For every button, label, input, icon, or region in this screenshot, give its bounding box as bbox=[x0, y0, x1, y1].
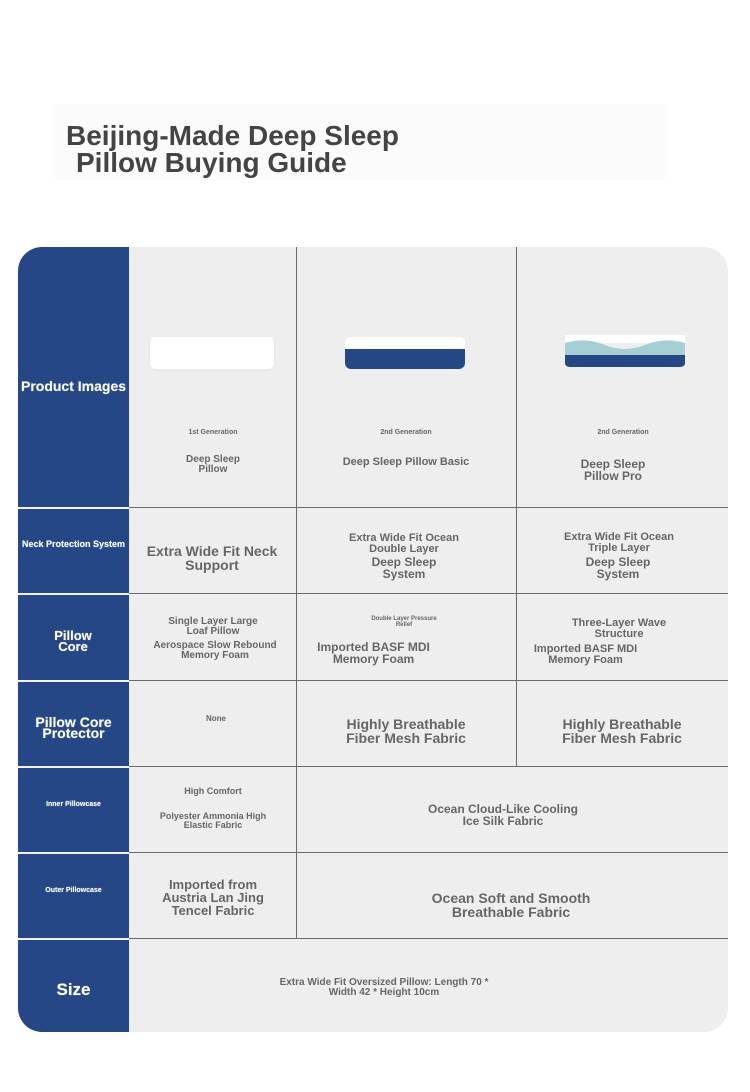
page-title-line-1: Beijing-Made Deep Sleep bbox=[66, 120, 399, 151]
product-3-generation: 2nd Generation bbox=[597, 429, 649, 436]
outer-col23: Ocean Soft and Smooth Breathable Fabric bbox=[431, 890, 591, 920]
comparison-table bbox=[18, 247, 728, 1032]
core-col1-bottom: Aerospace Slow Rebound Memory Foam bbox=[153, 640, 277, 661]
label-separator bbox=[18, 852, 129, 854]
core-col3-top: Three-Layer Wave Structure bbox=[571, 617, 667, 640]
row-label-product-images: Product Images bbox=[20, 378, 127, 394]
grid-line bbox=[129, 852, 728, 853]
label-separator bbox=[18, 938, 129, 940]
size-value: Extra Wide Fit Oversized Pillow: Length 70 * Width 42 * Height 10cm bbox=[279, 977, 489, 998]
grid-line bbox=[296, 247, 297, 938]
grid-line bbox=[129, 938, 728, 939]
row-label-size: Size bbox=[56, 980, 91, 999]
pillow-image-pro bbox=[565, 335, 685, 369]
grid-line bbox=[129, 766, 728, 767]
inner-col1-top: High Comfort bbox=[184, 786, 242, 796]
product-1-generation: 1st Generation bbox=[188, 429, 238, 436]
neck-col3-bottom: Deep Sleep System bbox=[585, 555, 651, 581]
protector-col1: None bbox=[206, 714, 226, 723]
row-label-inner-pillowcase: Inner Pillowcase bbox=[46, 801, 101, 808]
outer-col1: Imported from Austria Lan Jing Tencel Fabric bbox=[162, 877, 264, 918]
product-1-name: Deep Sleep Pillow bbox=[186, 454, 240, 475]
core-col2-bottom: Imported BASF MDI Memory Foam bbox=[317, 640, 430, 666]
pillow-image-basic bbox=[345, 337, 465, 369]
protector-col2: Highly Breathable Fiber Mesh Fabric bbox=[346, 716, 466, 746]
grid-line bbox=[516, 247, 517, 766]
inner-col23: Ocean Cloud-Like Cooling Ice Silk Fabric bbox=[427, 802, 578, 828]
neck-col3-top: Extra Wide Fit Ocean Triple Layer bbox=[564, 531, 674, 554]
core-col1-top: Single Layer Large Loaf Pillow bbox=[168, 616, 258, 637]
protector-col3: Highly Breathable Fiber Mesh Fabric bbox=[562, 716, 682, 746]
product-2-name: Deep Sleep Pillow Basic bbox=[342, 456, 470, 468]
product-2-generation: 2nd Generation bbox=[380, 429, 432, 436]
pillow-image-1st-gen bbox=[150, 337, 274, 369]
label-separator bbox=[18, 766, 129, 768]
neck-col2-bottom: Deep Sleep System bbox=[371, 555, 437, 581]
core-col2-top: Double Layer Pressure Relief bbox=[371, 616, 437, 628]
label-separator bbox=[18, 507, 129, 509]
core-col3-bottom: Imported BASF MDI Memory Foam bbox=[533, 643, 638, 666]
label-separator bbox=[18, 680, 129, 682]
inner-col1-bottom: Polyester Ammonia High Elastic Fabric bbox=[159, 811, 267, 830]
row-label-outer-pillowcase: Outer Pillowcase bbox=[45, 887, 102, 894]
label-separator bbox=[18, 593, 129, 595]
row-label-core-protector: Pillow Core Protector bbox=[35, 714, 112, 741]
row-label-pillow-core: Pillow Core bbox=[54, 628, 92, 654]
row-label-neck-protection: Neck Protection System bbox=[21, 539, 126, 549]
grid-line bbox=[129, 680, 728, 681]
page-title bbox=[66, 122, 486, 176]
grid-line bbox=[129, 507, 728, 508]
grid-line bbox=[129, 593, 728, 594]
page-title-line-2: Pillow Buying Guide bbox=[76, 147, 347, 178]
neck-col1: Extra Wide Fit Neck Support bbox=[146, 543, 278, 573]
neck-col2-top: Extra Wide Fit Ocean Double Layer bbox=[349, 532, 459, 555]
product-3-name: Deep Sleep Pillow Pro bbox=[580, 457, 646, 483]
